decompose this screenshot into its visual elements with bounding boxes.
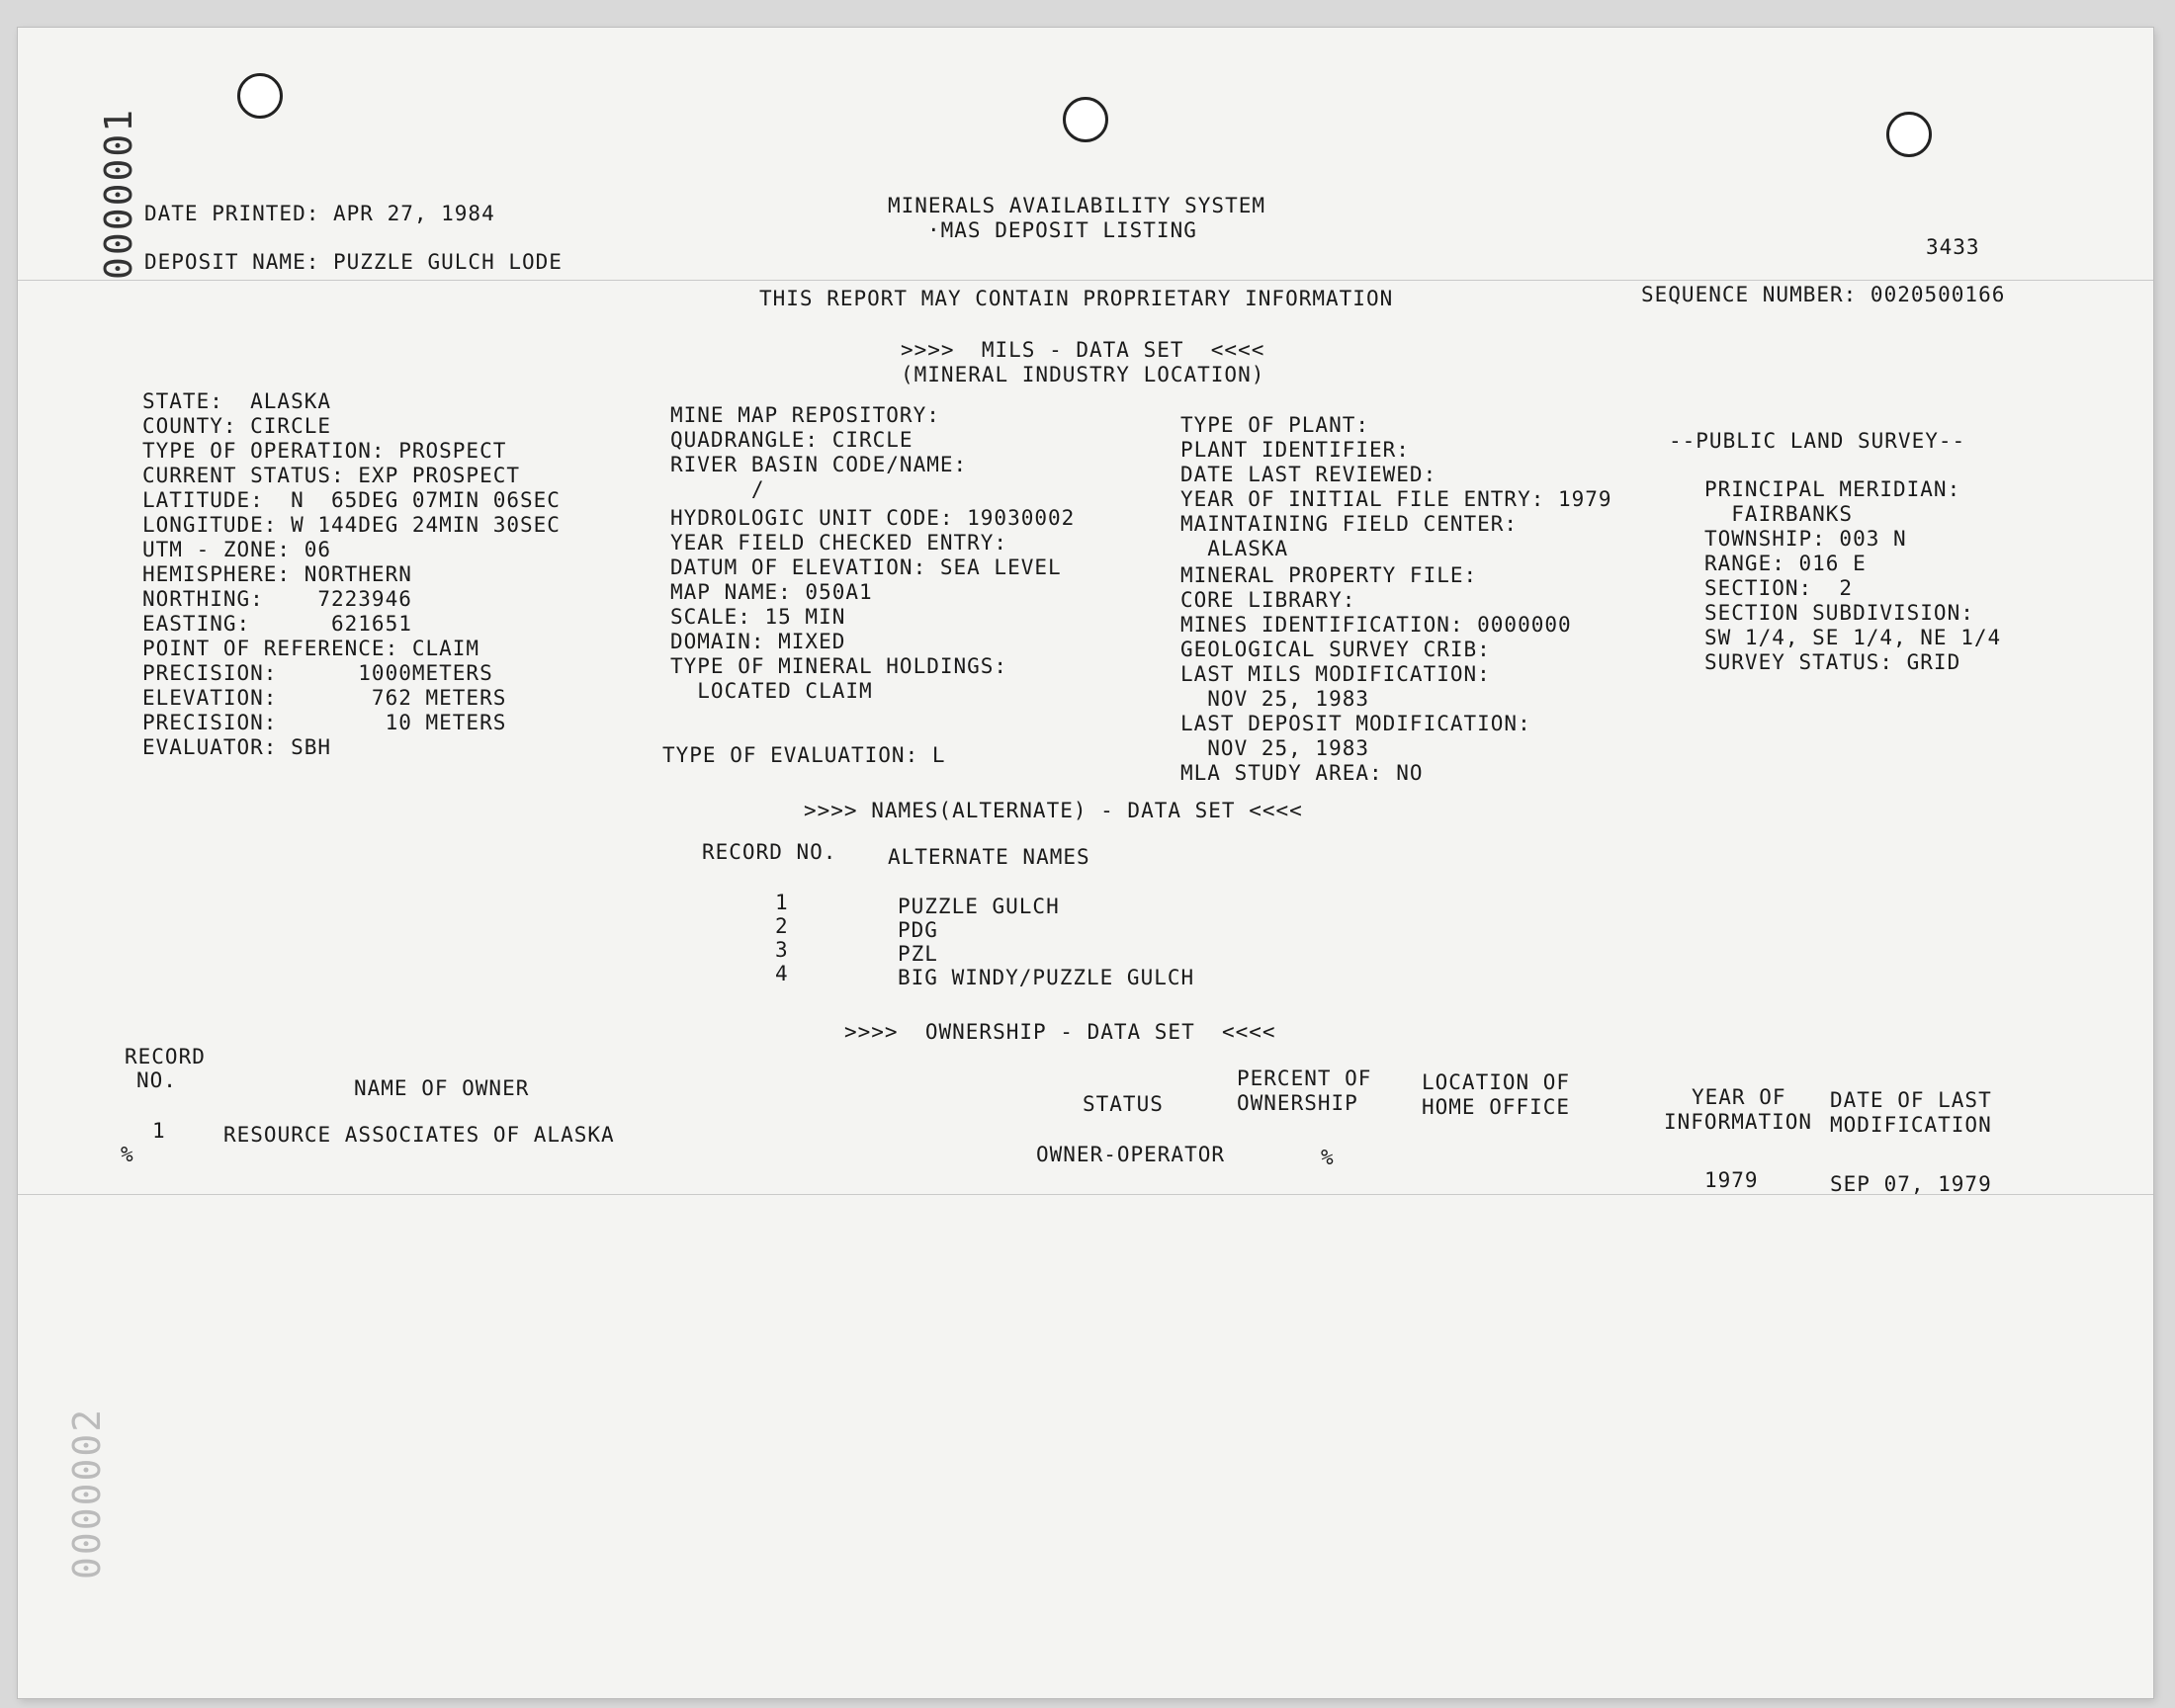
col1-line: UTM - ZONE: 06 <box>142 538 332 561</box>
page-number: 3433 <box>1926 235 1980 259</box>
names-row-name: BIG WINDY/PUZZLE GULCH <box>898 966 1195 989</box>
ownership-header-location: HOME OFFICE <box>1422 1095 1571 1119</box>
col3-line: ALASKA <box>1180 537 1289 560</box>
ownership-row-date: SEP 07, 1979 <box>1830 1172 1992 1196</box>
ownership-row-name: RESOURCE ASSOCIATES OF ALASKA <box>223 1123 615 1147</box>
names-alternate-header: ALTERNATE NAMES <box>888 845 1090 869</box>
col1-line: ELEVATION: 762 METERS <box>142 686 507 710</box>
names-row-name: PDG <box>898 918 938 942</box>
col4-line: SW 1/4, SE 1/4, NE 1/4 <box>1704 626 2002 649</box>
date-printed: DATE PRINTED: APR 27, 1984 <box>144 202 495 225</box>
col2-line: / <box>670 477 765 501</box>
ownership-row-year: 1979 <box>1704 1168 1759 1192</box>
col3-line: MINES IDENTIFICATION: 0000000 <box>1180 613 1572 637</box>
sequence-number: SEQUENCE NUMBER: 0020500166 <box>1641 283 2006 306</box>
col4-line: FAIRBANKS <box>1704 502 1854 526</box>
col2-line: RIVER BASIN CODE/NAME: <box>670 453 968 476</box>
ownership-header-percent: PERCENT OF <box>1237 1067 1372 1090</box>
ownership-row-status: OWNER-OPERATOR <box>1036 1143 1226 1166</box>
names-section-title: >>>> NAMES(ALTERNATE) - DATA SET <<<< <box>804 799 1303 822</box>
ownership-header-record: NO. <box>136 1068 177 1092</box>
ownership-header-date: MODIFICATION <box>1830 1113 1992 1137</box>
col2-line: DOMAIN: MIXED <box>670 630 846 653</box>
col1-line: TYPE OF OPERATION: PROSPECT <box>142 439 507 463</box>
names-record-header: RECORD NO. <box>702 840 837 864</box>
names-row-name: PUZZLE GULCH <box>898 895 1060 918</box>
ownership-row-no: 1 <box>152 1119 166 1143</box>
system-title: MINERALS AVAILABILITY SYSTEM <box>888 194 1266 217</box>
col1-line: LONGITUDE: W 144DEG 24MIN 30SEC <box>142 513 561 537</box>
col1-line: EASTING: 621651 <box>142 612 412 636</box>
col3-line: GEOLOGICAL SURVEY CRIB: <box>1180 638 1491 661</box>
col3-line: MLA STUDY AREA: NO <box>1180 761 1424 785</box>
names-row-name: PZL <box>898 942 938 966</box>
ownership-row-pct-mark: % <box>121 1143 134 1166</box>
ownership-header-year: YEAR OF <box>1692 1085 1786 1109</box>
col3-line: MINERAL PROPERTY FILE: <box>1180 563 1478 587</box>
col3-line: LAST MILS MODIFICATION: <box>1180 662 1491 686</box>
ownership-header-name: NAME OF OWNER <box>354 1076 530 1100</box>
col2-line: QUADRANGLE: CIRCLE <box>670 428 914 452</box>
col3-line: TYPE OF PLANT: <box>1180 413 1370 437</box>
col4-line: PRINCIPAL MERIDIAN: <box>1704 477 1961 501</box>
ownership-header-location: LOCATION OF <box>1422 1070 1571 1094</box>
col1-line: POINT OF REFERENCE: CLAIM <box>142 637 480 660</box>
names-row-no: 2 <box>775 914 789 938</box>
binder-hole-center <box>1063 97 1108 142</box>
deposit-name: DEPOSIT NAME: PUZZLE GULCH LODE <box>144 250 563 274</box>
col4-line: SECTION: 2 <box>1704 576 1854 600</box>
col3-line: MAINTAINING FIELD CENTER: <box>1180 512 1519 536</box>
col4-line: RANGE: 016 E <box>1704 552 1867 575</box>
col2-line: MAP NAME: 050A1 <box>670 580 873 604</box>
ownership-header-percent: OWNERSHIP <box>1237 1091 1358 1115</box>
ownership-section-title: >>>> OWNERSHIP - DATA SET <<<< <box>844 1020 1276 1044</box>
ownership-row-percent: % <box>1321 1146 1335 1169</box>
proprietary-notice: THIS REPORT MAY CONTAIN PROPRIETARY INFORMATION <box>759 287 1394 310</box>
col2-line: TYPE OF MINERAL HOLDINGS: <box>670 654 1008 678</box>
col1-line: PRECISION: 10 METERS <box>142 711 507 734</box>
col1-line: PRECISION: 1000METERS <box>142 661 493 685</box>
col1-line: NORTHING: 7223946 <box>142 587 412 611</box>
col1-line: EVALUATOR: SBH <box>142 735 332 759</box>
col3-line: NOV 25, 1983 <box>1180 736 1370 760</box>
col1-line: LATITUDE: N 65DEG 07MIN 06SEC <box>142 488 561 512</box>
col4-line: SURVEY STATUS: GRID <box>1704 650 1961 674</box>
col3-line: PLANT IDENTIFIER: <box>1180 438 1410 462</box>
col2-line: DATUM OF ELEVATION: SEA LEVEL <box>670 555 1062 579</box>
col2-line: LOCATED CLAIM <box>670 679 873 703</box>
ownership-header-status: STATUS <box>1083 1092 1164 1116</box>
col3-line: NOV 25, 1983 <box>1180 687 1370 711</box>
mils-title: >>>> MILS - DATA SET <<<< <box>901 338 1265 362</box>
col4-line: TOWNSHIP: 003 N <box>1704 527 1907 551</box>
col1-line: CURRENT STATUS: EXP PROSPECT <box>142 464 521 487</box>
col2-line: HYDROLOGIC UNIT CODE: 19030002 <box>670 506 1076 530</box>
col1-line: COUNTY: CIRCLE <box>142 414 332 438</box>
ownership-header-date: DATE OF LAST <box>1830 1088 1992 1112</box>
mils-subtitle: (MINERAL INDUSTRY LOCATION) <box>901 363 1265 386</box>
listing-title: ·MAS DEPOSIT LISTING <box>927 218 1197 242</box>
col2-line: YEAR FIELD CHECKED ENTRY: <box>670 531 1008 555</box>
binder-hole-left <box>237 73 283 119</box>
type-of-evaluation: TYPE OF EVALUATION: L <box>662 743 946 767</box>
col2-line: SCALE: 15 MIN <box>670 605 846 629</box>
col3-line: LAST DEPOSIT MODIFICATION: <box>1180 712 1531 735</box>
public-land-survey-title: --PUBLIC LAND SURVEY-- <box>1669 429 1966 453</box>
names-row-no: 3 <box>775 938 789 962</box>
col1-line: STATE: ALASKA <box>142 389 332 413</box>
page-stamp-top: 0000001 <box>97 107 140 280</box>
col3-line: YEAR OF INITIAL FILE ENTRY: 1979 <box>1180 487 1612 511</box>
col2-line: MINE MAP REPOSITORY: <box>670 403 940 427</box>
col3-line: CORE LIBRARY: <box>1180 588 1356 612</box>
document-page <box>18 28 2153 1698</box>
page-stamp-bottom: 0000002 <box>65 1407 109 1580</box>
ownership-header-record: RECORD <box>125 1045 206 1068</box>
names-row-no: 1 <box>775 891 789 914</box>
col4-line: SECTION SUBDIVISION: <box>1704 601 1974 625</box>
names-row-no: 4 <box>775 962 789 985</box>
col3-line: DATE LAST REVIEWED: <box>1180 463 1437 486</box>
ownership-header-year: INFORMATION <box>1664 1110 1813 1134</box>
binder-hole-right <box>1886 112 1932 157</box>
col1-line: HEMISPHERE: NORTHERN <box>142 562 412 586</box>
